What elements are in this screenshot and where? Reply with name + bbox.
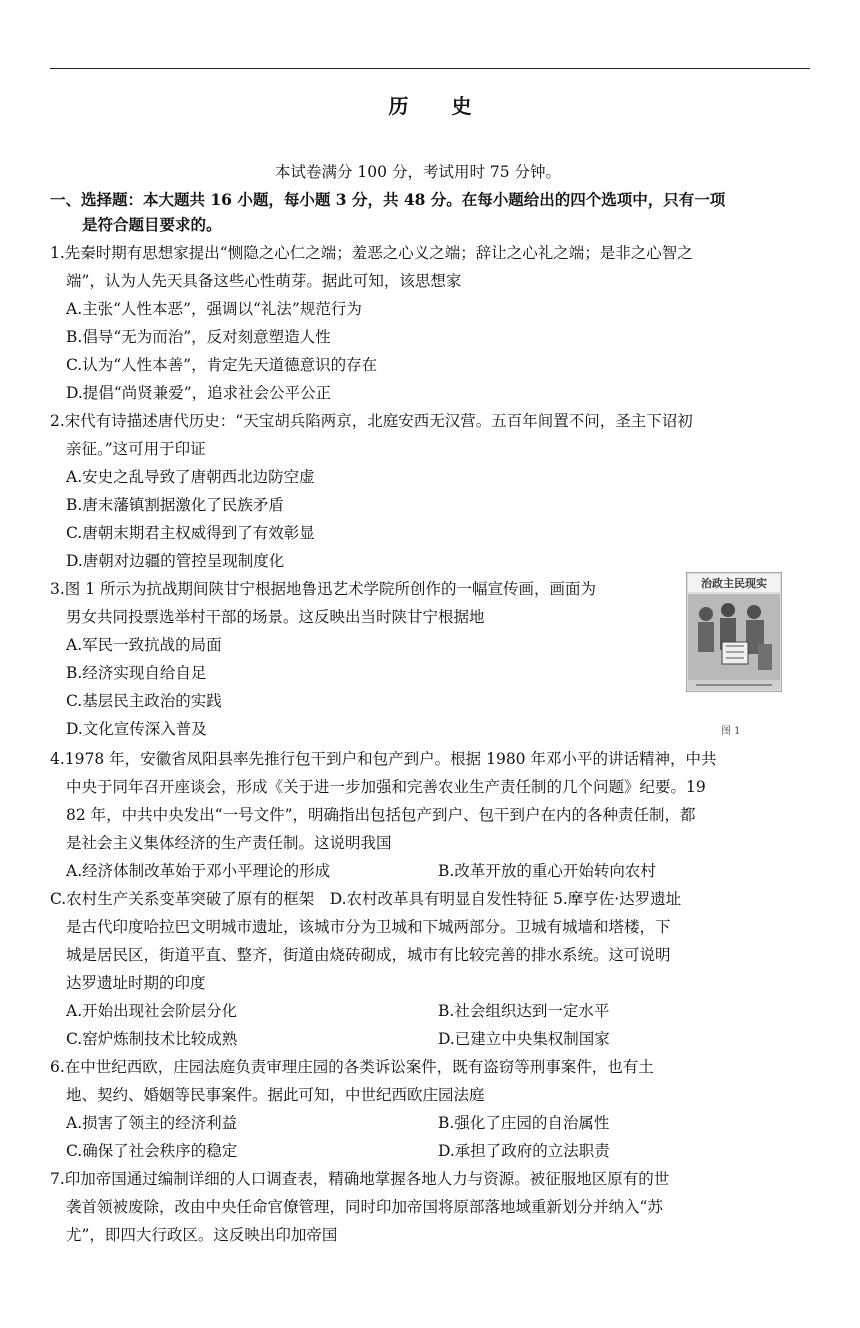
q6-option-b: B.强化了庄园的自治属性 [438,1114,610,1132]
poster-image [686,572,782,692]
q1-option-a: A.主张“人性本恶”，强调以“礼法”规范行为 [66,300,362,318]
page-title: 历 史 [388,94,490,118]
q6-option-a: A.损害了领主的经济利益 [66,1114,238,1132]
q2-option-a: A.安史之乱导致了唐朝西北边防空虚 [66,468,315,486]
q3-stem-cont: 男女共同投票选举村干部的场景。这反映出当时陕甘宁根据地 [66,608,485,626]
q5-option-a: A.开始出现社会阶层分化 [66,1002,238,1020]
q5-option-c: C.窑炉炼制技术比较成熟 [66,1030,238,1048]
section-heading-cont: 是符合题目要求的。 [82,215,222,234]
q4-stem-cont-3: 是社会主义集体经济的生产责任制。这说明我国 [66,834,392,852]
q6-option-c: C.确保了社会秩序的稳定 [66,1142,238,1160]
top-rule [50,68,810,69]
figure-1-poster [686,572,782,692]
q5-stem-cont-1: 是古代印度哈拉巴文明城市遗址，该城市分为卫城和下城两部分。卫城有城墙和塔楼，下 [66,918,671,936]
q7-stem-cont-2: 尤”，即四大行政区。这反映出印加帝国 [66,1226,338,1244]
q6-stem: 6.在中世纪西欧，庄园法庭负责审理庄园的各类诉讼案件，既有盗窃等刑事案件，也有土 [50,1058,654,1076]
section-heading: 一、选择题：本大题共 16 小题，每小题 3 分，共 48 分。在每小题给出的四个选项中，只有一项 [50,190,726,209]
q6-stem-cont: 地、契约、婚姻等民事案件。据此可知，中世纪西欧庄园法庭 [66,1086,485,1104]
q5-option-b: B.社会组织达到一定水平 [438,1002,610,1020]
figure-caption: 图 1 [721,726,741,737]
q4-stem-cont-2: 82 年，中共中央发出“一号文件”，明确指出包括包产到户、包干到户在内的各种责任制，都 [66,806,696,824]
q1-option-d: D.提倡“尚贤兼爱”，追求社会公平公正 [66,384,332,402]
q5-stem-cont-3: 达罗遗址时期的印度 [66,974,206,992]
q3-option-d: D.文化宣传深入普及 [66,720,207,738]
q6-option-d: D.承担了政府的立法职责 [438,1142,610,1160]
q3-option-c: C.基层民主政治的实践 [66,692,222,710]
q2-option-b: B.唐末藩镇割据激化了民族矛盾 [66,496,284,514]
q1-option-c: C.认为“人性本善”，肯定先天道德意识的存在 [66,356,378,374]
q3-option-b: B.经济实现自给自足 [66,664,207,682]
q4-option-a: A.经济体制改革始于邓小平理论的形成 [66,862,331,880]
q5-stem-cont-2: 城是居民区，街道平直、整齐，街道由烧砖砌成，城市有比较完善的排水系统。这可说明 [66,946,671,964]
q4-stem-cont-1: 中央于同年召开座谈会，形成《关于进一步加强和完善农业生产责任制的几个问题》纪要。19 [66,778,706,796]
q5-option-d: D.已建立中央集权制国家 [438,1030,610,1048]
q2-option-d: D.唐朝对边疆的管控呈现制度化 [66,552,285,570]
q1-option-b: B.倡导“无为而治”，反对刻意塑造人性 [66,328,331,346]
q2-option-c: C.唐朝末期君主权威得到了有效彰显 [66,524,315,542]
q7-stem-cont-1: 袭首领被废除，改由中央任命官僚管理，同时印加帝国将原部落地域重新划分并纳入“苏 [66,1198,663,1216]
q1-stem-cont: 端”，认为人先天具备这些心性萌芽。据此可知，该思想家 [66,272,462,290]
q7-stem: 7.印加帝国通过编制详细的人口调查表，精确地掌握各地人力与资源。被征服地区原有的世 [50,1170,670,1188]
q3-stem: 3.图 1 所示为抗战期间陕甘宁根据地鲁迅艺术学院所创作的一幅宣传画，画面为 [50,580,597,598]
q2-stem: 2.宋代有诗描述唐代历史：“天宝胡兵陷两京，北庭安西无汉营。五百年间置不问，圣主下诏初 [50,412,693,430]
q1-stem: 1.先秦时期有思想家提出“恻隐之心仁之端；羞恶之心义之端；辞让之心礼之端；是非之心智之 [50,244,693,262]
q4-stem: 4.1978 年，安徽省凤阳县率先推行包干到户和包产到户。根据 1980 年邓小平的讲话精神，中共 [50,750,717,768]
q4-option-b: B.改革开放的重心开始转向农村 [438,862,656,880]
q4-option-cd-q5-start: C.农村生产关系变革突破了原有的框架 D.农村改革具有明显自发性特征 5.摩亨佐·达罗遗址 [50,890,682,908]
q3-option-a: A.军民一致抗战的局面 [66,636,222,654]
poster-title: 治政主民现实 [701,577,767,590]
exam-intro: 本试卷满分 100 分，考试用时 75 分钟。 [275,163,562,181]
q2-stem-cont: 亲征。”这可用于印证 [66,440,206,458]
